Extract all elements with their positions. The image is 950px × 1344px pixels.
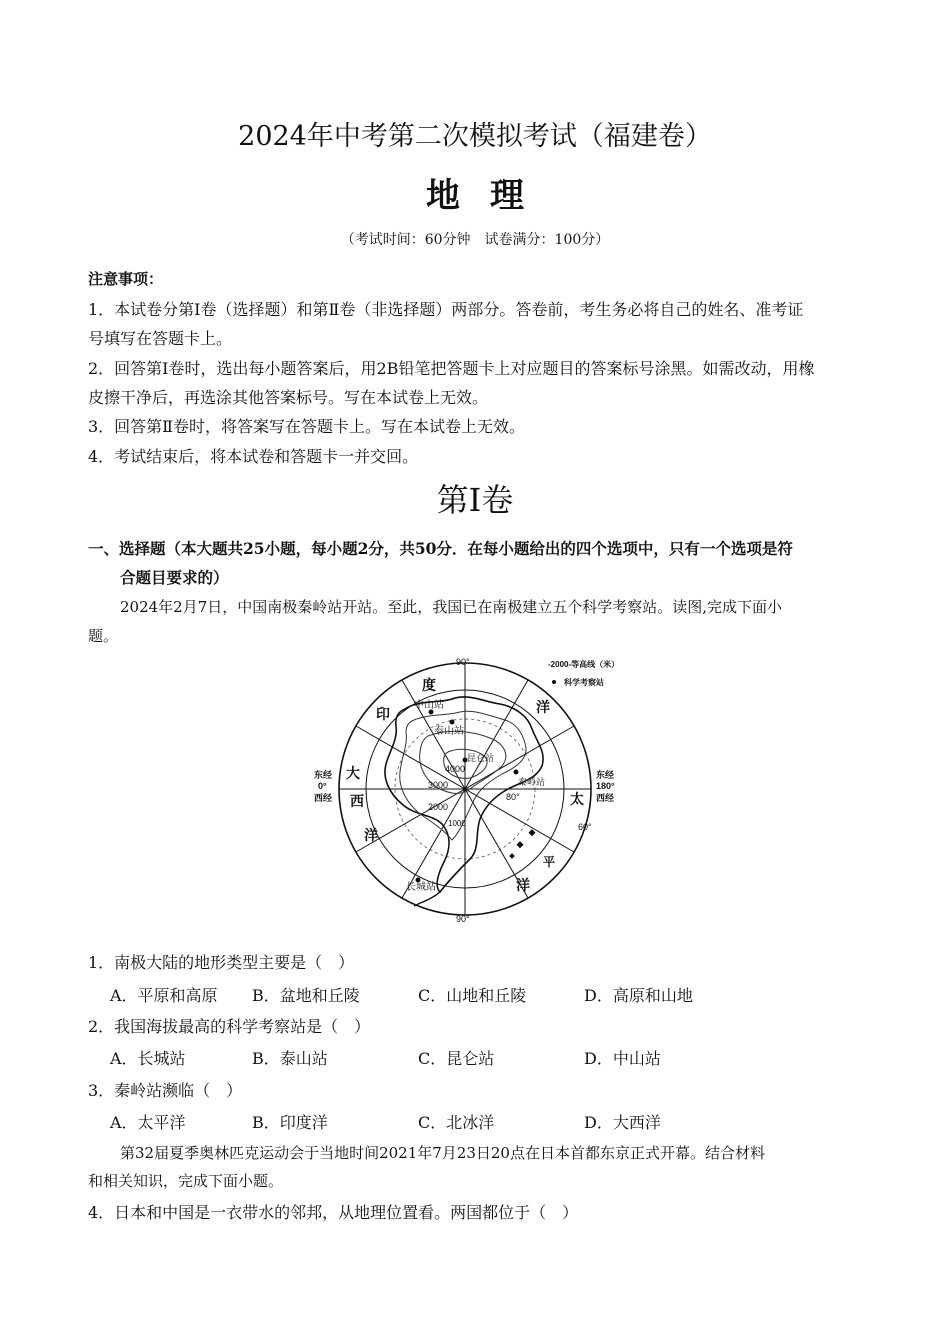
ocean-char: 太 (570, 791, 584, 807)
legend-station-dot (552, 680, 556, 684)
station-qinling: 秦岭站 (518, 777, 546, 787)
part-heading-cont: 合题目要求的） (120, 568, 229, 587)
question-stem: 3．秦岭站濒临（ ） (88, 1081, 243, 1100)
antarctica-map (310, 654, 650, 924)
lon-top-label: 90° (456, 657, 470, 667)
peninsula (414, 892, 440, 906)
option-d[interactable]: D．中山站 (584, 1049, 661, 1068)
option-c[interactable]: C．昆仑站 (418, 1049, 495, 1068)
lon-left-label: 西经 (314, 793, 333, 803)
passage-intro: 第32届夏季奥林匹克运动会于当地时间2021年7月23日20点在日本首都东京正式开幕。结合材料 (120, 1144, 765, 1162)
passage-intro-cont: 题。 (88, 627, 119, 645)
lat-60-label: 60° (578, 822, 592, 832)
part-heading: 一、选择题（本大题共25小题，每小题2分，共50分．在每小题给出的四个选项中，只有一个选项是符 (88, 539, 793, 558)
meridian-lines (339, 663, 591, 915)
ocean-char: 洋 (516, 877, 530, 893)
station-changcheng: 长城站 (406, 882, 436, 893)
lon-right-label: 180° (596, 781, 615, 791)
notice-line: 皮擦干净后，再选涂其他答案标号。写在本试卷上无效。 (88, 388, 489, 407)
lon-left-label: 东经 (314, 770, 333, 780)
lon-right-label: 西经 (596, 793, 615, 803)
exam-title: 2024年中考第二次模拟考试（福建卷） (238, 121, 712, 152)
section-title: 第Ⅰ卷 (436, 481, 514, 519)
option-b[interactable]: B．印度洋 (252, 1113, 328, 1132)
lon-right-label: 东经 (596, 770, 615, 780)
option-a[interactable]: A．长城站 (110, 1049, 186, 1068)
passage-intro: 2024年2月7日，中国南极秦岭站开站。至此，我国已在南极建立五个科学考察站。读图,完成下面小 (120, 598, 783, 616)
lon-bottom-label: 90° (456, 914, 470, 924)
option-d[interactable]: D．大西洋 (584, 1113, 661, 1132)
ocean-char: 西 (350, 793, 364, 809)
contour-label-4000: 4000 (445, 764, 466, 774)
ocean-char: 洋 (364, 827, 378, 843)
notice-heading: 注意事项： (88, 270, 164, 288)
option-c[interactable]: C．北冰洋 (418, 1113, 495, 1132)
ocean-char: 印 (376, 706, 390, 722)
notice-line: 号填写在答题卡上。 (88, 329, 233, 348)
option-c[interactable]: C．山地和丘陵 (418, 986, 527, 1005)
station-taishan: 泰山站 (434, 726, 464, 737)
contour-label-1000: 1000 (448, 819, 466, 828)
passage-intro-cont: 和相关知识，完成下面小题。 (88, 1172, 284, 1190)
station-dots (416, 710, 519, 883)
notice-line: 3．回答第Ⅱ卷时，将答案写在答题卡上。写在本试卷上无效。 (88, 417, 526, 436)
question-stem: 2．我国海拔最高的科学考察站是（ ） (88, 1017, 371, 1036)
notice-line: 2．回答第Ⅰ卷时，选出每小题答案后，用2B铅笔把答题卡上对应题目的答案标号涂黑。如需改动，用橡 (88, 359, 815, 378)
question-stem: 4．日本和中国是一衣带水的邻邦，从地理位置看。两国都位于（ ） (88, 1203, 579, 1222)
option-b[interactable]: B．泰山站 (252, 1049, 328, 1068)
contour-label-2000: 2000 (428, 802, 449, 812)
option-d[interactable]: D．高原和山地 (584, 986, 693, 1005)
lon-left-label: 0° (318, 781, 327, 791)
ocean-char: 洋 (536, 699, 550, 715)
islands (509, 829, 535, 859)
station-kunlun: 昆仑站 (467, 753, 495, 763)
option-a[interactable]: A．平原和高原 (110, 986, 218, 1005)
station-zhongshan: 中山站 (414, 700, 444, 711)
contour-label-3000: 3000 (428, 780, 449, 790)
question-stem: 1．南极大陆的地形类型主要是（ ） (88, 953, 355, 972)
option-a[interactable]: A．太平洋 (110, 1113, 186, 1132)
notice-line: 4．考试结束后，将本试卷和答题卡一并交回。 (88, 447, 419, 466)
ocean-char: 度 (422, 677, 436, 693)
legend-station: 科学考察站 (564, 678, 604, 687)
notice-line: 1．本试卷分第Ⅰ卷（选择题）和第Ⅱ卷（非选择题）两部分。答卷前，考生务必将自己的姓名、准考证 (88, 300, 804, 319)
lat-80-label: 80° (506, 792, 520, 802)
ocean-char: 平 (543, 855, 556, 869)
legend-contour: -2000-等高线（米） (548, 660, 620, 669)
subject-title: 地理 (426, 176, 554, 216)
exam-meta: （考试时间：60分钟 试卷满分：100分） (340, 232, 610, 248)
option-b[interactable]: B．盆地和丘陵 (252, 986, 360, 1005)
ocean-char: 大 (346, 765, 360, 781)
